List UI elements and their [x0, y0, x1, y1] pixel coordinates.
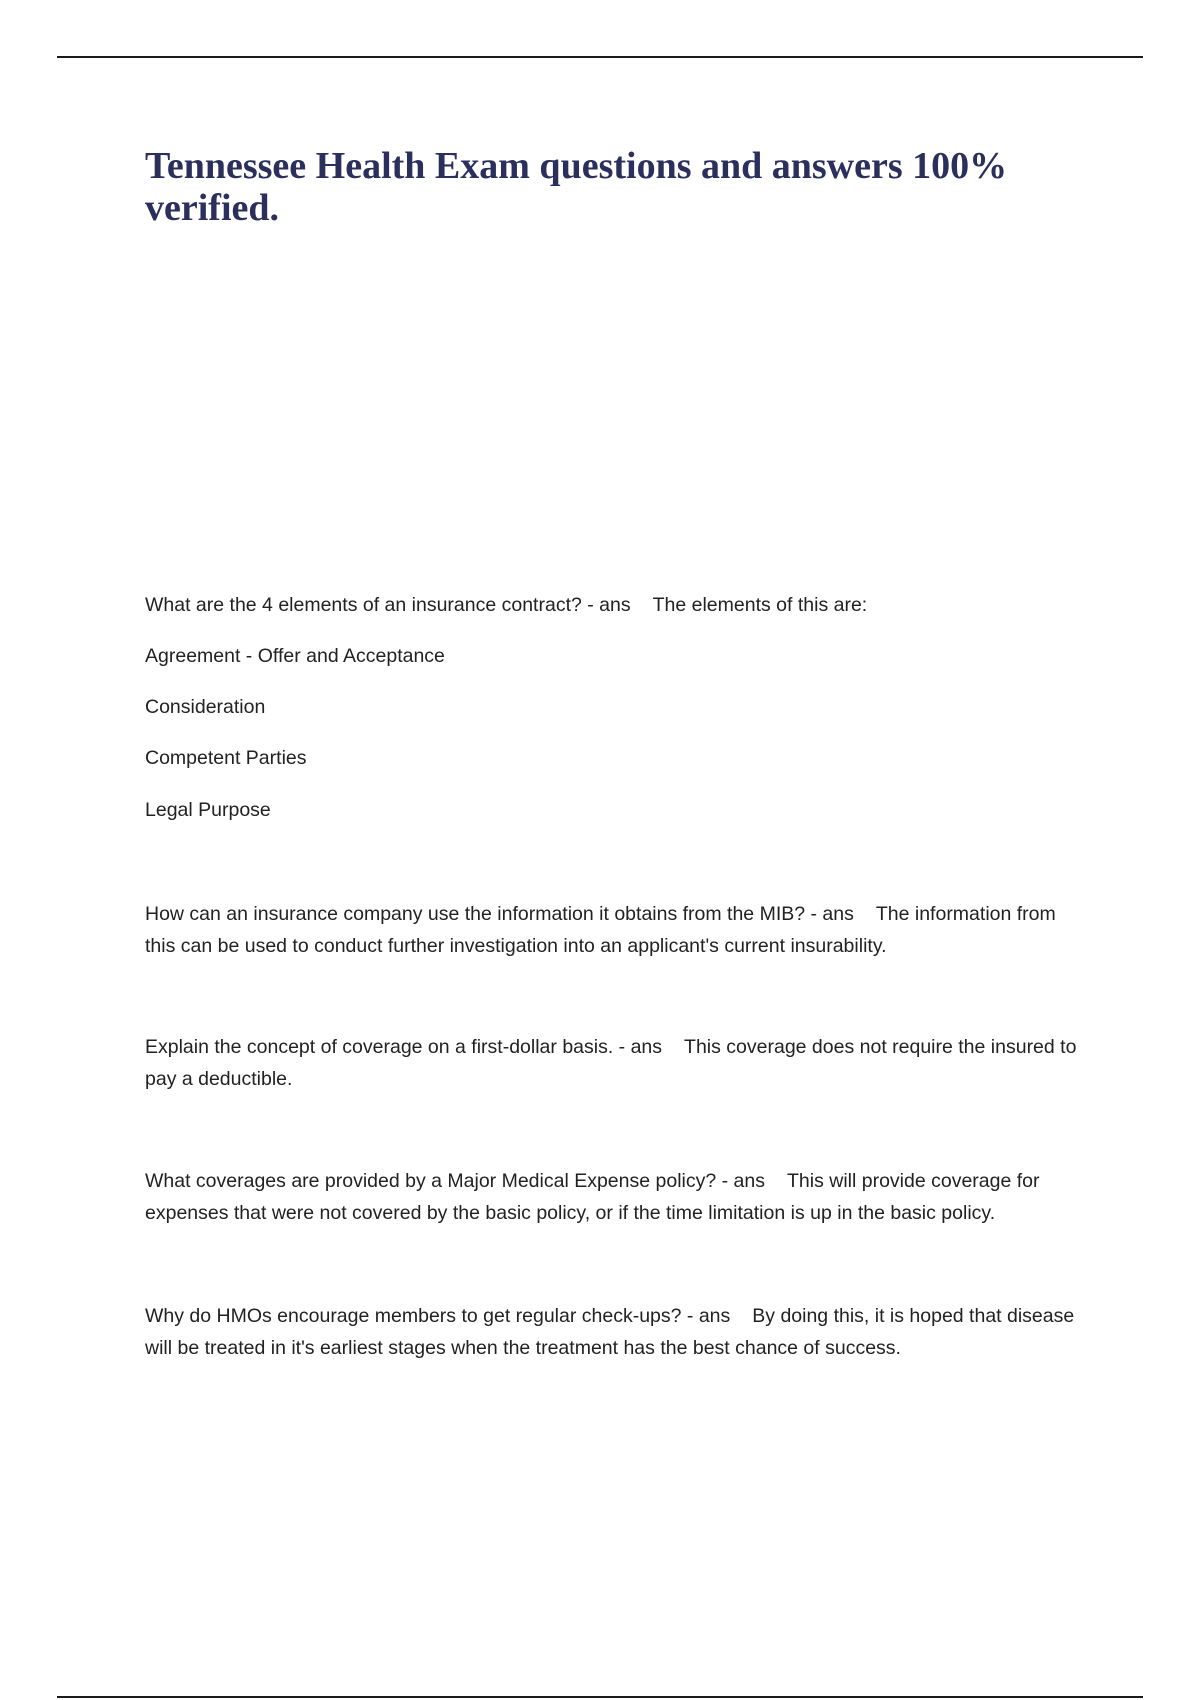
page-title: Tennessee Health Exam questions and answers 100% verified. — [145, 145, 1008, 229]
answer-text: The elements of this are: — [652, 594, 868, 616]
list-item: Competent Parties — [145, 747, 307, 769]
qa-item-4 — [145, 1165, 1085, 1229]
question-text: What are the 4 elements of an insurance contract? - ans — [145, 594, 631, 616]
qa-item-5 — [145, 1300, 1085, 1364]
list-item: Consideration — [145, 696, 266, 718]
qa-item-2 — [145, 898, 1085, 962]
list-item: Legal Purpose — [145, 799, 271, 821]
question-text: Why do HMOs encourage members to get regular check-ups? - ans — [145, 1305, 731, 1327]
question-text: What coverages are provided by a Major Medical Expense policy? - ans — [145, 1170, 765, 1192]
qa-item-1 — [145, 589, 1085, 621]
question-text: How can an insurance company use the information it obtains from the MIB? - ans — [145, 903, 854, 925]
answer-text: This coverage does not require the insured to pay a deductible. — [145, 1036, 1077, 1090]
answer-text: By doing this, it is hoped that disease will be treated in it's earliest stages when the treatment has the best chance of success. — [145, 1305, 1075, 1359]
qa-item-3 — [145, 1031, 1085, 1095]
top-rule — [57, 56, 1143, 58]
list-item: Agreement - Offer and Acceptance — [145, 645, 445, 667]
answer-text: The information from this can be used to conduct further investigation into an applicant's current insurability. — [145, 903, 1056, 957]
answer-text: This will provide coverage for expenses that were not covered by the basic policy, or if the time limitation is up in the basic policy. — [145, 1170, 1040, 1224]
question-text: Explain the concept of coverage on a first-dollar basis. - ans — [145, 1036, 663, 1058]
bottom-rule — [57, 1696, 1143, 1698]
